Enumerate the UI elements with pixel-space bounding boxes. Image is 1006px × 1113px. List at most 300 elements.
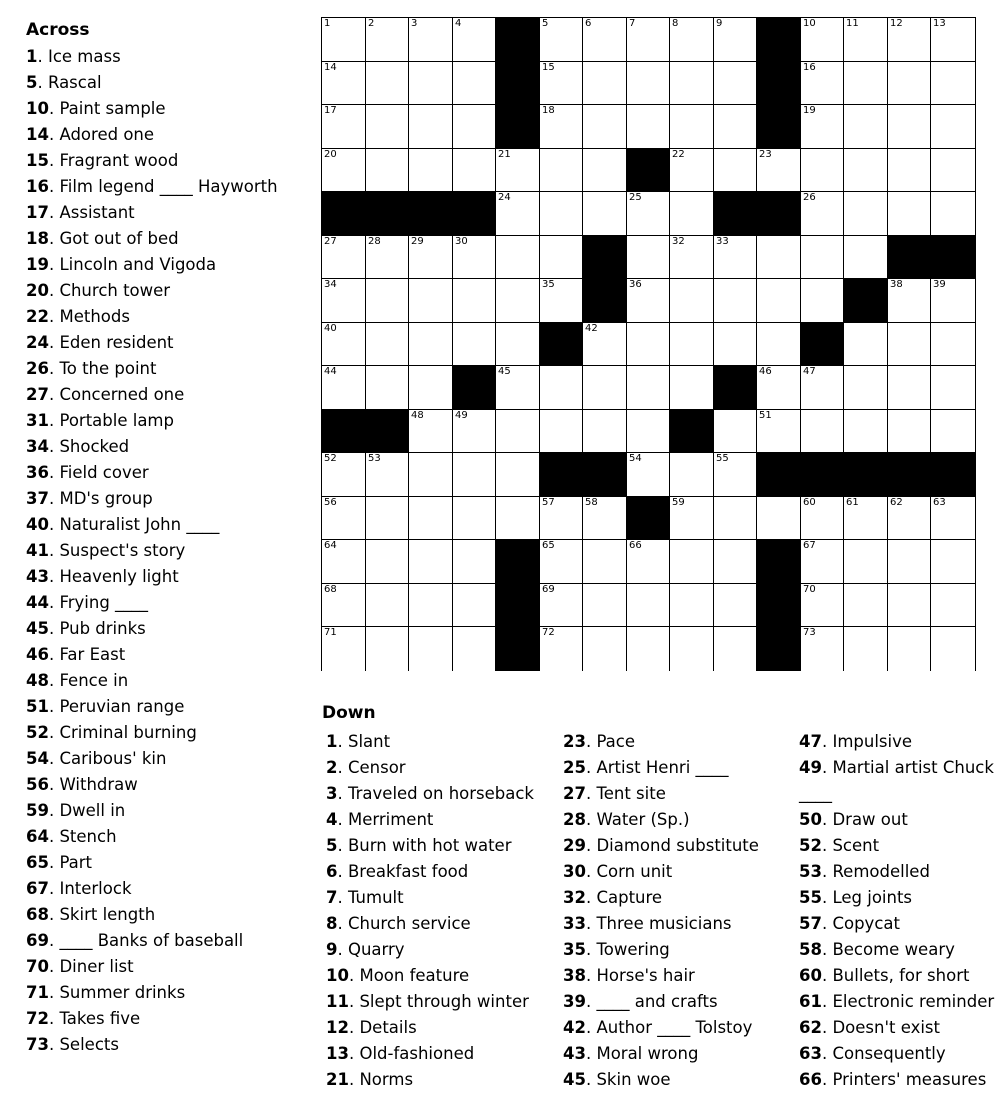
grid-cell[interactable] (670, 627, 714, 671)
grid-cell[interactable] (496, 192, 540, 236)
down-clue-12 (326, 1015, 534, 1041)
grid-cell[interactable] (844, 62, 888, 105)
grid-cell[interactable] (888, 410, 931, 453)
clue-number: 32 (563, 888, 586, 907)
cell-number: 14 (324, 62, 337, 73)
cell-number: 67 (803, 540, 816, 551)
cell-number: 12 (890, 18, 903, 29)
clue-text: . Stench (48, 827, 117, 846)
grid-cell[interactable] (714, 236, 757, 279)
clue-number: 60 (799, 966, 822, 985)
across-clue-70 (26, 954, 278, 980)
grid-cell[interactable] (453, 62, 496, 105)
grid-cell[interactable] (409, 62, 453, 105)
grid-cell[interactable] (844, 410, 888, 453)
across-clue-27 (26, 382, 278, 408)
grid-cell[interactable] (627, 366, 670, 410)
down-clue-13 (326, 1041, 534, 1067)
grid-cell[interactable] (931, 192, 975, 236)
clue-number: 49 (799, 758, 822, 777)
clue-text: . Suspect's story (48, 541, 186, 560)
grid-cell[interactable] (714, 627, 757, 671)
grid-cell[interactable] (366, 540, 409, 584)
down-clue-2 (326, 755, 534, 781)
grid-cell[interactable] (496, 366, 540, 410)
clue-number: 57 (799, 914, 822, 933)
grid-cell[interactable] (453, 497, 496, 540)
grid-cell[interactable] (583, 323, 627, 366)
grid-cell[interactable] (583, 18, 627, 62)
black-square (801, 453, 844, 497)
grid-cell[interactable] (322, 584, 366, 627)
grid-cell[interactable] (322, 323, 366, 366)
grid-cell[interactable] (757, 279, 801, 323)
across-heading: Across (26, 20, 90, 40)
clue-number: 15 (26, 151, 49, 170)
grid-cell[interactable] (540, 105, 583, 149)
cell-number: 40 (324, 323, 337, 334)
cell-number: 51 (759, 410, 772, 421)
grid-cell[interactable] (757, 410, 801, 453)
grid-cell[interactable] (714, 62, 757, 105)
grid-cell[interactable] (409, 149, 453, 192)
grid-cell[interactable] (801, 584, 844, 627)
grid-cell[interactable] (496, 323, 540, 366)
grid-cell[interactable] (409, 410, 453, 453)
grid-cell[interactable] (583, 192, 627, 236)
clue-text: . Frying ____ (48, 593, 149, 612)
clue-text: . Electronic reminder (821, 992, 995, 1011)
clue-number: 55 (799, 888, 822, 907)
grid-cell[interactable] (409, 453, 453, 497)
clue-number: 52 (26, 723, 49, 742)
grid-cell[interactable] (540, 279, 583, 323)
grid-cell[interactable] (366, 323, 409, 366)
black-square (757, 453, 801, 497)
black-square (757, 62, 801, 105)
cell-number: 13 (933, 18, 946, 29)
clue-number: 23 (563, 732, 586, 751)
grid-cell[interactable] (670, 584, 714, 627)
clue-text: . Pace (585, 732, 636, 751)
grid-cell[interactable] (888, 192, 931, 236)
down-clue-52 (799, 833, 1004, 859)
cell-number: 63 (933, 497, 946, 508)
grid-cell[interactable] (844, 323, 888, 366)
grid-cell[interactable] (496, 236, 540, 279)
grid-cell[interactable] (931, 627, 975, 671)
cell-number: 44 (324, 366, 337, 377)
grid-cell[interactable] (931, 149, 975, 192)
grid-cell[interactable] (366, 453, 409, 497)
grid-cell[interactable] (714, 540, 757, 584)
grid-cell[interactable] (453, 410, 496, 453)
grid-cell[interactable] (844, 584, 888, 627)
grid-cell[interactable] (931, 323, 975, 366)
grid-cell[interactable] (888, 62, 931, 105)
clue-text: . MD's group (48, 489, 153, 508)
across-clue-1 (26, 44, 278, 70)
grid-cell[interactable] (409, 236, 453, 279)
grid-cell[interactable] (540, 236, 583, 279)
down-clue-53 (799, 859, 1004, 885)
grid-cell[interactable] (801, 192, 844, 236)
clue-number: 12 (326, 1018, 349, 1037)
grid-cell[interactable] (322, 540, 366, 584)
grid-cell[interactable] (888, 323, 931, 366)
black-square (670, 410, 714, 453)
grid-cell[interactable] (409, 323, 453, 366)
across-clue-15 (26, 148, 278, 174)
grid-cell[interactable] (670, 323, 714, 366)
clue-number: 45 (563, 1070, 586, 1089)
cell-number: 29 (411, 236, 424, 247)
grid-cell[interactable] (322, 105, 366, 149)
grid-cell[interactable] (496, 453, 540, 497)
clue-number: 70 (26, 957, 49, 976)
grid-cell[interactable] (453, 236, 496, 279)
clue-text: . Doesn't exist (821, 1018, 940, 1037)
grid-cell[interactable] (627, 62, 670, 105)
grid-cell[interactable] (540, 584, 583, 627)
grid-cell[interactable] (888, 366, 931, 410)
grid-cell[interactable] (583, 627, 627, 671)
clue-number: 27 (26, 385, 49, 404)
grid-cell[interactable] (801, 18, 844, 62)
grid-cell[interactable] (931, 366, 975, 410)
grid-cell[interactable] (714, 149, 757, 192)
grid-cell[interactable] (844, 149, 888, 192)
across-clue-64 (26, 824, 278, 850)
clue-number: 50 (799, 810, 822, 829)
grid-cell[interactable] (931, 497, 975, 540)
cell-number: 38 (890, 279, 903, 290)
grid-cell[interactable] (540, 149, 583, 192)
grid-cell[interactable] (322, 453, 366, 497)
grid-cell[interactable] (670, 192, 714, 236)
grid-cell[interactable] (627, 192, 670, 236)
grid-cell[interactable] (670, 149, 714, 192)
grid-cell[interactable] (627, 236, 670, 279)
grid-cell[interactable] (627, 627, 670, 671)
grid-cell[interactable] (322, 236, 366, 279)
grid-cell[interactable] (801, 279, 844, 323)
grid-cell[interactable] (409, 18, 453, 62)
clue-text: . Leg joints (821, 888, 913, 907)
black-square (931, 453, 975, 497)
grid-cell[interactable] (583, 584, 627, 627)
grid-cell[interactable] (757, 149, 801, 192)
black-square (757, 584, 801, 627)
grid-cell[interactable] (583, 62, 627, 105)
grid-cell[interactable] (583, 105, 627, 149)
grid-cell[interactable] (844, 540, 888, 584)
grid-cell[interactable] (583, 149, 627, 192)
across-clue-14 (26, 122, 278, 148)
grid-cell[interactable] (670, 540, 714, 584)
grid-cell[interactable] (540, 497, 583, 540)
grid-cell[interactable] (670, 62, 714, 105)
clue-number: 71 (26, 983, 49, 1002)
grid-cell[interactable] (801, 149, 844, 192)
black-square (888, 236, 931, 279)
black-square (627, 149, 670, 192)
grid-cell[interactable] (627, 453, 670, 497)
clue-number: 39 (563, 992, 586, 1011)
grid-cell[interactable] (801, 540, 844, 584)
down-clue-50 (799, 807, 1004, 833)
grid-cell[interactable] (801, 62, 844, 105)
grid-cell[interactable] (366, 497, 409, 540)
clue-number: 51 (26, 697, 49, 716)
grid-cell[interactable] (366, 105, 409, 149)
clue-text: . Heavenly light (48, 567, 179, 586)
grid-cell[interactable] (453, 279, 496, 323)
grid-cell[interactable] (670, 236, 714, 279)
grid-cell[interactable] (801, 410, 844, 453)
grid-cell[interactable] (670, 497, 714, 540)
grid-cell[interactable] (757, 236, 801, 279)
across-clue-18 (26, 226, 278, 252)
grid-cell[interactable] (888, 18, 931, 62)
grid-cell[interactable] (366, 18, 409, 62)
clue-text: . Tumult (337, 888, 404, 907)
grid-cell[interactable] (583, 366, 627, 410)
grid-cell[interactable] (757, 497, 801, 540)
grid-cell[interactable] (496, 149, 540, 192)
grid-cell[interactable] (714, 584, 757, 627)
grid-cell[interactable] (801, 366, 844, 410)
grid-cell[interactable] (844, 236, 888, 279)
clue-number: 3 (326, 784, 338, 803)
grid-cell[interactable] (844, 497, 888, 540)
grid-cell[interactable] (366, 279, 409, 323)
cell-number: 31 (585, 236, 598, 247)
grid-cell[interactable] (627, 323, 670, 366)
black-square (496, 62, 540, 105)
grid-cell[interactable] (453, 584, 496, 627)
clue-text: . Far East (48, 645, 126, 664)
grid-cell[interactable] (670, 279, 714, 323)
clue-number: 44 (26, 593, 49, 612)
grid-cell[interactable] (453, 149, 496, 192)
grid-cell[interactable] (844, 366, 888, 410)
across-clue-45 (26, 616, 278, 642)
clue-number: 43 (26, 567, 49, 586)
grid-cell[interactable] (670, 105, 714, 149)
clue-text: . Impulsive (821, 732, 913, 751)
grid-cell[interactable] (540, 18, 583, 62)
black-square (322, 192, 366, 236)
grid-cell[interactable] (627, 410, 670, 453)
clue-number: 34 (26, 437, 49, 456)
grid-cell[interactable] (583, 540, 627, 584)
grid-cell[interactable] (888, 105, 931, 149)
across-clue-22 (26, 304, 278, 330)
grid-cell[interactable] (453, 323, 496, 366)
across-clue-54 (26, 746, 278, 772)
down-clue-5 (326, 833, 534, 859)
clue-number: 10 (26, 99, 49, 118)
grid-cell[interactable] (322, 279, 366, 323)
grid-cell[interactable] (453, 540, 496, 584)
cell-number: 27 (324, 236, 337, 247)
clue-text: . Part (48, 853, 93, 872)
cell-number: 65 (542, 540, 555, 551)
grid-cell[interactable] (453, 627, 496, 671)
grid-cell[interactable] (844, 627, 888, 671)
grid-cell[interactable] (366, 236, 409, 279)
cell-number: 41 (542, 323, 555, 334)
clue-number: 5 (26, 73, 38, 92)
grid-cell[interactable] (366, 584, 409, 627)
cell-number: 69 (542, 584, 555, 595)
grid-cell[interactable] (844, 192, 888, 236)
grid-cell[interactable] (888, 149, 931, 192)
grid-cell[interactable] (322, 497, 366, 540)
clue-number: 43 (563, 1044, 586, 1063)
clue-text: . Caribous' kin (48, 749, 167, 768)
clue-text: . Takes five (48, 1009, 141, 1028)
clue-number: 33 (563, 914, 586, 933)
grid-cell[interactable] (409, 627, 453, 671)
clue-text: . Tent site (585, 784, 666, 803)
grid-cell[interactable] (714, 18, 757, 62)
grid-cell[interactable] (931, 18, 975, 62)
grid-cell[interactable] (540, 627, 583, 671)
clue-number: 62 (799, 1018, 822, 1037)
grid-cell[interactable] (540, 62, 583, 105)
cell-number: 24 (498, 192, 511, 203)
grid-cell[interactable] (366, 62, 409, 105)
cell-number: 30 (455, 236, 468, 247)
grid-cell[interactable] (322, 62, 366, 105)
grid-cell[interactable] (453, 453, 496, 497)
clue-text: . Film legend ____ Hayworth (48, 177, 278, 196)
clue-number: 73 (26, 1035, 49, 1054)
grid-cell[interactable] (366, 366, 409, 410)
down-clue-28 (563, 807, 759, 833)
grid-cell[interactable] (714, 279, 757, 323)
grid-cell[interactable] (583, 410, 627, 453)
grid-cell[interactable] (888, 279, 931, 323)
grid-cell[interactable] (453, 105, 496, 149)
grid-cell[interactable] (496, 279, 540, 323)
cell-number: 42 (585, 323, 598, 334)
grid-cell[interactable] (931, 540, 975, 584)
grid-cell[interactable] (888, 497, 931, 540)
clue-number: 24 (26, 333, 49, 352)
grid-cell[interactable] (322, 627, 366, 671)
down-clue-4 (326, 807, 534, 833)
grid-cell[interactable] (670, 366, 714, 410)
grid-cell[interactable] (714, 105, 757, 149)
grid-cell[interactable] (801, 627, 844, 671)
grid-cell[interactable] (931, 410, 975, 453)
grid-cell[interactable] (453, 18, 496, 62)
across-clue-16 (26, 174, 278, 200)
grid-cell[interactable] (801, 497, 844, 540)
grid-cell[interactable] (322, 18, 366, 62)
grid-cell[interactable] (714, 323, 757, 366)
grid-cell[interactable] (496, 410, 540, 453)
grid-cell[interactable] (540, 540, 583, 584)
cell-number: 19 (803, 105, 816, 116)
clue-number: 45 (26, 619, 49, 638)
cell-number: 26 (803, 192, 816, 203)
grid-cell[interactable] (496, 497, 540, 540)
grid-cell[interactable] (931, 279, 975, 323)
grid-cell[interactable] (627, 18, 670, 62)
clue-number: 40 (26, 515, 49, 534)
grid-cell[interactable] (366, 149, 409, 192)
across-clue-31 (26, 408, 278, 434)
grid-cell[interactable] (409, 279, 453, 323)
black-square (627, 497, 670, 540)
grid-cell[interactable] (931, 584, 975, 627)
clue-text: . Adored one (48, 125, 155, 144)
grid-cell[interactable] (757, 366, 801, 410)
grid-cell[interactable] (540, 410, 583, 453)
grid-cell[interactable] (627, 105, 670, 149)
grid-cell[interactable] (757, 323, 801, 366)
grid-cell[interactable] (844, 18, 888, 62)
clue-number: 35 (563, 940, 586, 959)
cell-number: 49 (455, 410, 468, 421)
cell-number: 70 (803, 584, 816, 595)
grid-cell[interactable] (931, 62, 975, 105)
grid-cell[interactable] (801, 105, 844, 149)
grid-cell[interactable] (670, 18, 714, 62)
grid-cell[interactable] (714, 497, 757, 540)
clue-number: 26 (26, 359, 49, 378)
clue-text: . Rascal (37, 73, 102, 92)
grid-cell[interactable] (714, 410, 757, 453)
grid-cell[interactable] (409, 540, 453, 584)
crossword-grid (321, 17, 976, 671)
grid-cell[interactable] (627, 279, 670, 323)
clue-text: . Norms (348, 1070, 414, 1089)
grid-cell[interactable] (888, 540, 931, 584)
grid-cell[interactable] (931, 105, 975, 149)
grid-cell[interactable] (583, 497, 627, 540)
clue-number: 36 (26, 463, 49, 482)
grid-cell[interactable] (888, 627, 931, 671)
down-clue-66 (799, 1067, 1004, 1093)
grid-cell[interactable] (366, 627, 409, 671)
across-clue-52 (26, 720, 278, 746)
grid-cell[interactable] (627, 540, 670, 584)
clue-text: . Withdraw (48, 775, 138, 794)
cell-number: 23 (759, 149, 772, 160)
grid-cell[interactable] (627, 584, 670, 627)
across-clue-44 (26, 590, 278, 616)
grid-cell[interactable] (540, 366, 583, 410)
grid-cell[interactable] (322, 149, 366, 192)
grid-cell[interactable] (409, 366, 453, 410)
grid-cell[interactable] (888, 584, 931, 627)
grid-cell[interactable] (714, 453, 757, 497)
grid-cell[interactable] (670, 453, 714, 497)
grid-cell[interactable] (801, 236, 844, 279)
grid-cell[interactable] (409, 497, 453, 540)
clue-text: . Got out of bed (48, 229, 179, 248)
grid-cell[interactable] (409, 105, 453, 149)
grid-cell[interactable] (844, 105, 888, 149)
grid-cell[interactable] (540, 192, 583, 236)
grid-cell[interactable] (409, 584, 453, 627)
grid-cell[interactable] (322, 366, 366, 410)
